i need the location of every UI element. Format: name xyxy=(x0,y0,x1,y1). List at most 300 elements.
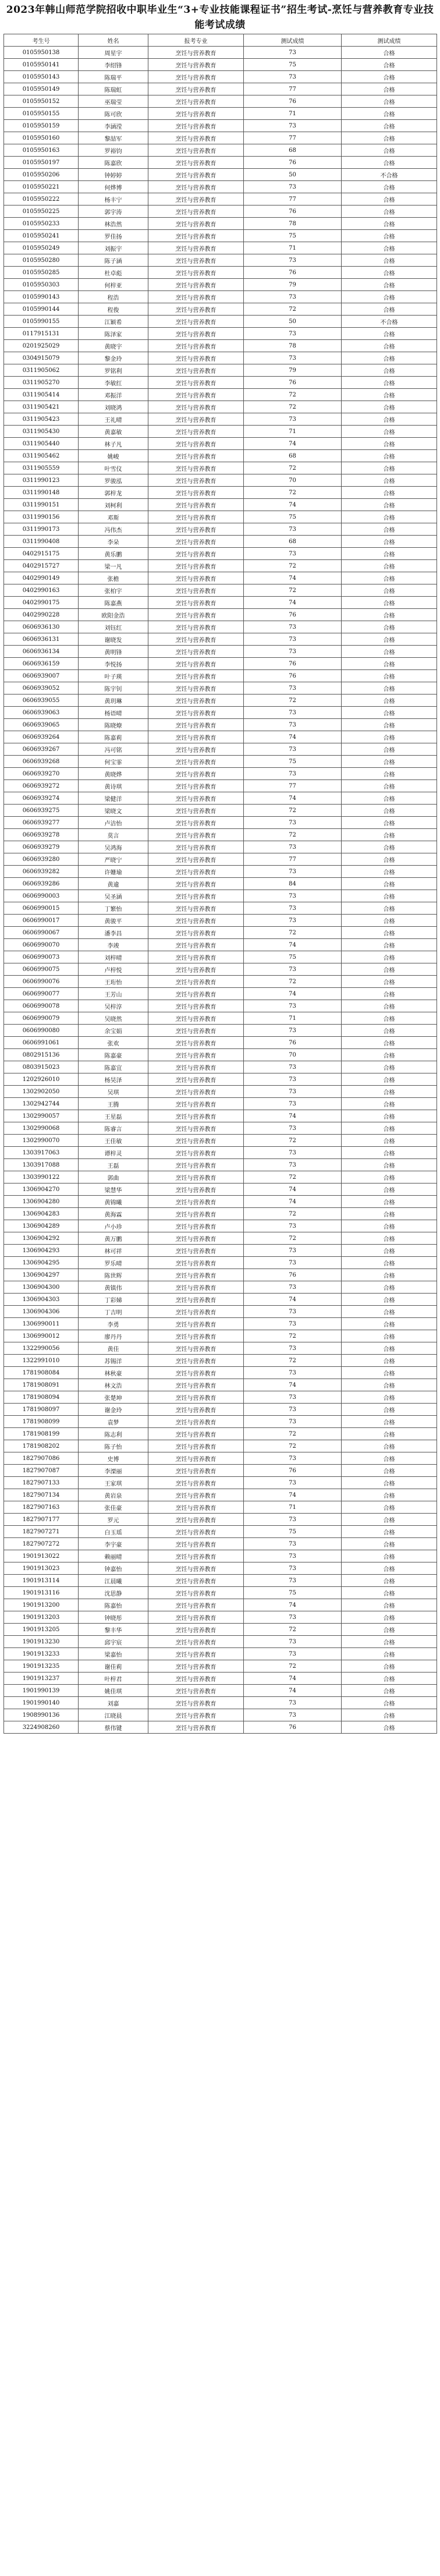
header-name: 姓名 xyxy=(79,34,148,47)
table-row xyxy=(4,193,437,205)
table-row xyxy=(4,1526,437,1538)
cell-score: 73 xyxy=(244,1318,342,1330)
cell-name: 谭梓灵 xyxy=(79,1147,148,1159)
cell-score: 76 xyxy=(244,1465,342,1477)
header-result: 测试成绩 xyxy=(342,34,437,47)
cell-name: 袁梦 xyxy=(79,1416,148,1428)
table-row xyxy=(4,108,437,120)
cell-major: 烹饪与营养教育 xyxy=(148,1489,244,1501)
cell-result: 合格 xyxy=(342,1489,437,1501)
cell-score: 71 xyxy=(244,242,342,254)
table-row xyxy=(4,633,437,646)
cell-major: 烹饪与营养教育 xyxy=(148,279,244,291)
table-row xyxy=(4,1184,437,1196)
cell-result: 合格 xyxy=(342,230,437,242)
table-row xyxy=(4,487,437,499)
table-row xyxy=(4,157,437,169)
cell-score: 72 xyxy=(244,1330,342,1342)
cell-score: 73 xyxy=(244,181,342,193)
cell-result: 合格 xyxy=(342,1685,437,1697)
table-row xyxy=(4,1049,437,1061)
cell-exam-number: 0606939063 xyxy=(4,707,79,719)
cell-exam-number: 0311905462 xyxy=(4,450,79,462)
cell-exam-number: 1901913230 xyxy=(4,1636,79,1648)
cell-name: 吴圣涵 xyxy=(79,890,148,902)
cell-score: 73 xyxy=(244,1257,342,1269)
cell-exam-number: 0105990143 xyxy=(4,291,79,303)
cell-exam-number: 1306904300 xyxy=(4,1281,79,1294)
cell-score: 76 xyxy=(244,1037,342,1049)
cell-major: 烹饪与营养教育 xyxy=(148,1061,244,1073)
cell-result: 合格 xyxy=(342,1673,437,1685)
cell-score: 73 xyxy=(244,719,342,731)
cell-major: 烹饪与营养教育 xyxy=(148,71,244,83)
cell-name: 张檐 xyxy=(79,572,148,584)
table-row xyxy=(4,132,437,144)
table-row xyxy=(4,1122,437,1135)
cell-major: 烹饪与营养教育 xyxy=(148,1697,244,1709)
cell-result: 合格 xyxy=(342,1245,437,1257)
table-row xyxy=(4,1379,437,1391)
cell-name: 吴晓然 xyxy=(79,1012,148,1025)
cell-result: 合格 xyxy=(342,609,437,621)
cell-score: 76 xyxy=(244,658,342,670)
cell-name: 罗乐晴 xyxy=(79,1257,148,1269)
cell-name: 黄海霖 xyxy=(79,1208,148,1220)
table-row xyxy=(4,1318,437,1330)
cell-result: 合格 xyxy=(342,1110,437,1122)
table-row xyxy=(4,670,437,682)
cell-name: 谢金玲 xyxy=(79,1404,148,1416)
cell-result: 合格 xyxy=(342,1208,437,1220)
cell-major: 烹饪与营养教育 xyxy=(148,548,244,560)
cell-result: 合格 xyxy=(342,536,437,548)
cell-exam-number: 0606939268 xyxy=(4,756,79,768)
cell-exam-number: 0311905414 xyxy=(4,389,79,401)
table-row xyxy=(4,695,437,707)
table-row xyxy=(4,474,437,487)
cell-score: 72 xyxy=(244,560,342,572)
cell-score: 72 xyxy=(244,1355,342,1367)
table-row xyxy=(4,1709,437,1721)
table-row xyxy=(4,499,437,511)
cell-result: 合格 xyxy=(342,1709,437,1721)
cell-name: 陈嘉豪 xyxy=(79,1049,148,1061)
cell-name: 许姗瑜 xyxy=(79,866,148,878)
cell-score: 75 xyxy=(244,230,342,242)
table-row xyxy=(4,1086,437,1098)
table-row xyxy=(4,1660,437,1673)
cell-result: 合格 xyxy=(342,731,437,743)
cell-score: 73 xyxy=(244,71,342,83)
cell-result: 合格 xyxy=(342,205,437,218)
table-row xyxy=(4,951,437,963)
cell-exam-number: 0105950163 xyxy=(4,144,79,157)
cell-name: 罗铭利 xyxy=(79,364,148,377)
cell-major: 烹饪与营养教育 xyxy=(148,267,244,279)
cell-name: 程浩 xyxy=(79,291,148,303)
cell-score: 73 xyxy=(244,47,342,59)
cell-exam-number: 0105950159 xyxy=(4,120,79,132)
cell-result: 合格 xyxy=(342,71,437,83)
table-row xyxy=(4,646,437,658)
table-row xyxy=(4,1391,437,1404)
table-row xyxy=(4,254,437,267)
cell-name: 杨丰宁 xyxy=(79,193,148,205)
cell-result: 合格 xyxy=(342,340,437,352)
cell-result: 不合格 xyxy=(342,316,437,328)
cell-exam-number: 0402990149 xyxy=(4,572,79,584)
cell-name: 王星磊 xyxy=(79,1110,148,1122)
cell-exam-number: 1901913200 xyxy=(4,1599,79,1611)
cell-exam-number: 0606939286 xyxy=(4,878,79,890)
cell-exam-number: 0304915079 xyxy=(4,352,79,364)
table-header-row xyxy=(4,34,437,47)
cell-major: 烹饪与营养教育 xyxy=(148,1281,244,1294)
table-row xyxy=(4,1037,437,1049)
cell-result: 合格 xyxy=(342,1440,437,1452)
cell-result: 合格 xyxy=(342,1416,437,1428)
cell-score: 72 xyxy=(244,1135,342,1147)
cell-result: 合格 xyxy=(342,1281,437,1294)
cell-major: 烹饪与营养教育 xyxy=(148,132,244,144)
cell-name: 严晓宁 xyxy=(79,853,148,866)
cell-result: 合格 xyxy=(342,1171,437,1184)
cell-name: 陈晓燎 xyxy=(79,719,148,731)
cell-score: 72 xyxy=(244,829,342,841)
cell-name: 姚峻 xyxy=(79,450,148,462)
cell-score: 73 xyxy=(244,352,342,364)
cell-name: 蔡伟键 xyxy=(79,1721,148,1734)
cell-result: 合格 xyxy=(342,939,437,951)
cell-result: 合格 xyxy=(342,1550,437,1562)
cell-name: 王磊 xyxy=(79,1159,148,1171)
cell-name: 陈志利 xyxy=(79,1428,148,1440)
cell-exam-number: 0311905062 xyxy=(4,364,79,377)
cell-name: 杜卓彪 xyxy=(79,267,148,279)
cell-score: 75 xyxy=(244,756,342,768)
cell-name: 陈宇钊 xyxy=(79,682,148,695)
cell-name: 林可祥 xyxy=(79,1245,148,1257)
cell-exam-number: 1901990139 xyxy=(4,1685,79,1697)
table-row xyxy=(4,866,437,878)
cell-score: 75 xyxy=(244,59,342,71)
cell-result: 合格 xyxy=(342,902,437,915)
cell-name: 陈睿言 xyxy=(79,1122,148,1135)
table-row xyxy=(4,743,437,756)
cell-score: 73 xyxy=(244,1025,342,1037)
cell-score: 73 xyxy=(244,548,342,560)
cell-result: 合格 xyxy=(342,1562,437,1575)
cell-result: 合格 xyxy=(342,47,437,59)
cell-score: 73 xyxy=(244,1367,342,1379)
cell-name: 李溧丽 xyxy=(79,1465,148,1477)
cell-name: 黄晓烨 xyxy=(79,768,148,780)
cell-score: 72 xyxy=(244,303,342,316)
cell-major: 烹饪与营养教育 xyxy=(148,719,244,731)
cell-exam-number: 1827907087 xyxy=(4,1465,79,1477)
table-row xyxy=(4,1477,437,1489)
cell-score: 72 xyxy=(244,401,342,413)
cell-result: 合格 xyxy=(342,193,437,205)
table-row xyxy=(4,609,437,621)
cell-name: 何梓亚 xyxy=(79,279,148,291)
cell-result: 合格 xyxy=(342,1073,437,1086)
table-row xyxy=(4,1245,437,1257)
cell-name: 白玉瑶 xyxy=(79,1526,148,1538)
cell-name: 陈子涵 xyxy=(79,254,148,267)
cell-score: 73 xyxy=(244,1636,342,1648)
cell-exam-number: 0606939065 xyxy=(4,719,79,731)
cell-name: 林子凡 xyxy=(79,438,148,450)
cell-major: 烹饪与营养教育 xyxy=(148,1355,244,1367)
cell-score: 73 xyxy=(244,817,342,829)
table-row xyxy=(4,303,437,316)
cell-major: 烹饪与营养教育 xyxy=(148,181,244,193)
cell-exam-number: 1303990122 xyxy=(4,1171,79,1184)
cell-result: 合格 xyxy=(342,621,437,633)
cell-major: 烹饪与营养教育 xyxy=(148,389,244,401)
table-row xyxy=(4,316,437,328)
cell-major: 烹饪与营养教育 xyxy=(148,866,244,878)
cell-result: 合格 xyxy=(342,1648,437,1660)
table-row xyxy=(4,1061,437,1073)
cell-major: 烹饪与营养教育 xyxy=(148,1477,244,1489)
cell-exam-number: 1302990070 xyxy=(4,1135,79,1147)
table-row xyxy=(4,1501,437,1514)
cell-result: 合格 xyxy=(342,1086,437,1098)
table-row xyxy=(4,1721,437,1734)
cell-score: 77 xyxy=(244,83,342,95)
table-row xyxy=(4,1685,437,1697)
cell-score: 73 xyxy=(244,1306,342,1318)
cell-major: 烹饪与营养教育 xyxy=(148,1122,244,1135)
cell-exam-number: 1901913233 xyxy=(4,1648,79,1660)
cell-score: 73 xyxy=(244,523,342,536)
cell-major: 烹饪与营养教育 xyxy=(148,670,244,682)
table-row xyxy=(4,1257,437,1269)
cell-name: 欧阳金浩 xyxy=(79,609,148,621)
cell-major: 烹饪与营养教育 xyxy=(148,1391,244,1404)
cell-major: 烹饪与营养教育 xyxy=(148,218,244,230)
cell-major: 烹饪与营养教育 xyxy=(148,805,244,817)
cell-exam-number: 0402990175 xyxy=(4,597,79,609)
cell-major: 烹饪与营养教育 xyxy=(148,939,244,951)
cell-major: 烹饪与营养教育 xyxy=(148,756,244,768)
cell-name: 梁慧华 xyxy=(79,1184,148,1196)
cell-result: 合格 xyxy=(342,254,437,267)
cell-result: 合格 xyxy=(342,915,437,927)
table-row xyxy=(4,1147,437,1159)
table-row xyxy=(4,1073,437,1086)
cell-major: 烹饪与营养教育 xyxy=(148,1257,244,1269)
cell-name: 吴琪 xyxy=(79,1086,148,1098)
cell-name: 叶雪仪 xyxy=(79,462,148,474)
cell-score: 75 xyxy=(244,1526,342,1538)
table-row xyxy=(4,915,437,927)
cell-major: 烹饪与营养教育 xyxy=(148,157,244,169)
cell-major: 烹饪与营养教育 xyxy=(148,108,244,120)
cell-exam-number: 0606939055 xyxy=(4,695,79,707)
header-major: 报考专业 xyxy=(148,34,244,47)
cell-major: 烹饪与营养教育 xyxy=(148,1135,244,1147)
cell-score: 74 xyxy=(244,1673,342,1685)
cell-score: 72 xyxy=(244,1428,342,1440)
cell-major: 烹饪与营养教育 xyxy=(148,963,244,976)
cell-score: 73 xyxy=(244,841,342,853)
cell-exam-number: 0105950206 xyxy=(4,169,79,181)
cell-name: 罗骏泓 xyxy=(79,474,148,487)
table-row xyxy=(4,1636,437,1648)
cell-score: 74 xyxy=(244,597,342,609)
table-row xyxy=(4,621,437,633)
cell-score: 73 xyxy=(244,120,342,132)
cell-name: 邓斯 xyxy=(79,511,148,523)
cell-major: 烹饪与营养教育 xyxy=(148,193,244,205)
cell-score: 71 xyxy=(244,108,342,120)
cell-exam-number: 0802915136 xyxy=(4,1049,79,1061)
cell-major: 烹饪与营养教育 xyxy=(148,1269,244,1281)
cell-score: 75 xyxy=(244,951,342,963)
cell-score: 68 xyxy=(244,450,342,462)
cell-score: 73 xyxy=(244,682,342,695)
cell-name: 陈嘉怡 xyxy=(79,1599,148,1611)
cell-exam-number: 0105950141 xyxy=(4,59,79,71)
cell-result: 合格 xyxy=(342,1636,437,1648)
cell-major: 烹饪与营养教育 xyxy=(148,841,244,853)
table-row xyxy=(4,1294,437,1306)
cell-name: 周星宇 xyxy=(79,47,148,59)
cell-exam-number: 1306990012 xyxy=(4,1330,79,1342)
cell-exam-number: 0606990073 xyxy=(4,951,79,963)
cell-score: 73 xyxy=(244,646,342,658)
cell-result: 合格 xyxy=(342,805,437,817)
cell-name: 李朵 xyxy=(79,536,148,548)
cell-exam-number: 0606939279 xyxy=(4,841,79,853)
cell-result: 合格 xyxy=(342,120,437,132)
table-row xyxy=(4,218,437,230)
cell-result: 合格 xyxy=(342,1196,437,1208)
cell-result: 合格 xyxy=(342,59,437,71)
cell-result: 合格 xyxy=(342,352,437,364)
cell-major: 烹饪与营养教育 xyxy=(148,487,244,499)
cell-score: 74 xyxy=(244,1110,342,1122)
cell-score: 73 xyxy=(244,621,342,633)
cell-result: 合格 xyxy=(342,1184,437,1196)
cell-name: 王佳敏 xyxy=(79,1135,148,1147)
table-row xyxy=(4,169,437,181)
cell-exam-number: 1202926010 xyxy=(4,1073,79,1086)
cell-result: 合格 xyxy=(342,1000,437,1012)
cell-name: 余宝娟 xyxy=(79,1025,148,1037)
cell-name: 冯伟杰 xyxy=(79,523,148,536)
cell-name: 刘嘉 xyxy=(79,1697,148,1709)
table-row xyxy=(4,1489,437,1501)
cell-score: 73 xyxy=(244,1550,342,1562)
cell-name: 罗元 xyxy=(79,1514,148,1526)
cell-result: 合格 xyxy=(342,682,437,695)
cell-name: 梁健洋 xyxy=(79,792,148,805)
cell-result: 合格 xyxy=(342,1294,437,1306)
cell-exam-number: 0311905270 xyxy=(4,377,79,389)
cell-exam-number: 1827907163 xyxy=(4,1501,79,1514)
cell-exam-number: 0105990155 xyxy=(4,316,79,328)
cell-name: 丁繁怡 xyxy=(79,902,148,915)
cell-result: 合格 xyxy=(342,218,437,230)
cell-score: 78 xyxy=(244,340,342,352)
table-row xyxy=(4,83,437,95)
cell-result: 合格 xyxy=(342,780,437,792)
cell-name: 刘钰红 xyxy=(79,621,148,633)
cell-major: 烹饪与营养教育 xyxy=(148,536,244,548)
cell-result: 合格 xyxy=(342,1660,437,1673)
cell-score: 73 xyxy=(244,1086,342,1098)
cell-result: 合格 xyxy=(342,1526,437,1538)
table-row xyxy=(4,939,437,951)
cell-result: 合格 xyxy=(342,976,437,988)
cell-major: 烹饪与营养教育 xyxy=(148,597,244,609)
cell-name: 丁吉明 xyxy=(79,1306,148,1318)
cell-exam-number: 0606939280 xyxy=(4,853,79,866)
cell-major: 烹饪与营养教育 xyxy=(148,169,244,181)
cell-result: 合格 xyxy=(342,743,437,756)
cell-result: 合格 xyxy=(342,963,437,976)
cell-major: 烹饪与营养教育 xyxy=(148,120,244,132)
table-row xyxy=(4,1404,437,1416)
cell-result: 合格 xyxy=(342,1575,437,1587)
cell-result: 合格 xyxy=(342,866,437,878)
cell-major: 烹饪与营养教育 xyxy=(148,1318,244,1330)
cell-result: 合格 xyxy=(342,719,437,731)
cell-result: 合格 xyxy=(342,364,437,377)
cell-result: 合格 xyxy=(342,83,437,95)
cell-major: 烹饪与营养教育 xyxy=(148,743,244,756)
cell-result: 合格 xyxy=(342,927,437,939)
cell-exam-number: 1306904283 xyxy=(4,1208,79,1220)
table-row xyxy=(4,841,437,853)
table-row xyxy=(4,817,437,829)
cell-score: 79 xyxy=(244,364,342,377)
cell-exam-number: 0606939267 xyxy=(4,743,79,756)
cell-result: 合格 xyxy=(342,1098,437,1110)
cell-score: 73 xyxy=(244,1098,342,1110)
cell-exam-number: 1901913116 xyxy=(4,1587,79,1599)
cell-name: 郭梓龙 xyxy=(79,487,148,499)
cell-result: 合格 xyxy=(342,1611,437,1624)
table-row xyxy=(4,1025,437,1037)
cell-exam-number: 3224908260 xyxy=(4,1721,79,1734)
cell-name: 江晨曦 xyxy=(79,1575,148,1587)
table-row xyxy=(4,682,437,695)
cell-major: 烹饪与营养教育 xyxy=(148,853,244,866)
table-row xyxy=(4,1232,437,1245)
cell-result: 合格 xyxy=(342,157,437,169)
cell-major: 烹饪与营养教育 xyxy=(148,902,244,915)
cell-name: 陈瑞虹 xyxy=(79,83,148,95)
cell-exam-number: 1306904303 xyxy=(4,1294,79,1306)
table-row xyxy=(4,1330,437,1342)
cell-exam-number: 0311990408 xyxy=(4,536,79,548)
table-row xyxy=(4,548,437,560)
cell-exam-number: 0606936130 xyxy=(4,621,79,633)
cell-name: 吴梓淳 xyxy=(79,1000,148,1012)
cell-exam-number: 0606990015 xyxy=(4,902,79,915)
cell-major: 烹饪与营养教育 xyxy=(148,915,244,927)
cell-major: 烹饪与营养教育 xyxy=(148,1147,244,1159)
table-row xyxy=(4,144,437,157)
table-row xyxy=(4,377,437,389)
cell-exam-number: 0117915131 xyxy=(4,328,79,340)
